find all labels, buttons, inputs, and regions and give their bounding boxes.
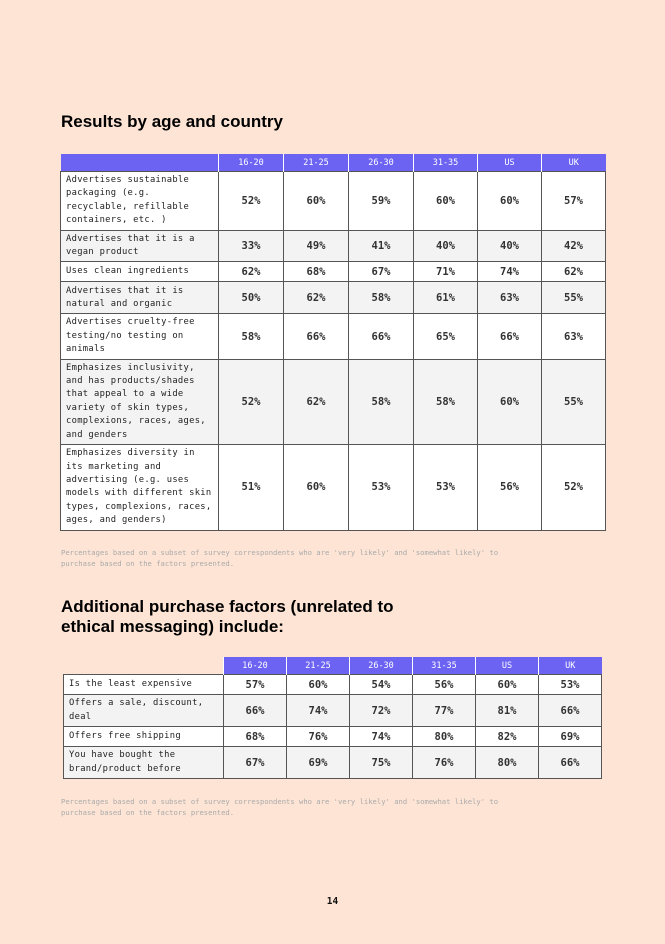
table-cell: 67%	[349, 262, 414, 282]
table-cell: 76%	[287, 727, 350, 747]
table-cell: 57%	[224, 675, 287, 695]
table-cell: 62%	[284, 282, 349, 314]
table-row	[64, 747, 602, 779]
row-label: Advertises sustainable packaging (e.g. recyclable, refillable containers, etc. )	[61, 172, 219, 231]
table-row	[61, 359, 606, 444]
table-cell: 68%	[284, 262, 349, 282]
table-cell: 59%	[349, 172, 414, 231]
column-header: 21-25	[287, 657, 350, 675]
table-cell: 33%	[219, 230, 284, 262]
table-cell: 40%	[478, 230, 542, 262]
column-header: US	[478, 154, 542, 172]
table-row	[64, 727, 602, 747]
table-cell: 81%	[476, 695, 539, 727]
table-cell: 67%	[224, 747, 287, 779]
column-header: 31-35	[414, 154, 478, 172]
column-header: 16-20	[224, 657, 287, 675]
table-cell: 60%	[478, 359, 542, 444]
table-cell: 80%	[476, 747, 539, 779]
table-cell: 60%	[284, 445, 349, 530]
table-cell: 60%	[414, 172, 478, 231]
table-cell: 65%	[414, 314, 478, 359]
section-title-results: Results by age and country	[61, 112, 283, 131]
table-row	[61, 262, 606, 282]
table-cell: 72%	[350, 695, 413, 727]
table-cell: 58%	[414, 359, 478, 444]
table-row	[61, 282, 606, 314]
column-header: US	[476, 657, 539, 675]
table-cell: 60%	[284, 172, 349, 231]
column-header: 16-20	[219, 154, 284, 172]
header-corner	[61, 154, 219, 172]
table-cell: 68%	[224, 727, 287, 747]
row-label: Emphasizes diversity in its marketing and advertising (e.g. uses models with different skin types, complexions, races, ages, and genders)	[61, 445, 219, 530]
table-cell: 49%	[284, 230, 349, 262]
table-cell: 53%	[349, 445, 414, 530]
row-label: Advertises that it is natural and organic	[61, 282, 219, 314]
table-cell: 58%	[349, 359, 414, 444]
table-cell: 75%	[350, 747, 413, 779]
table-cell: 74%	[350, 727, 413, 747]
section-title-additional-factors: Additional purchase factors (unrelated to ethical messaging) include:	[61, 597, 394, 636]
table-cell: 66%	[539, 747, 602, 779]
table-cell: 69%	[287, 747, 350, 779]
table-header-row	[64, 657, 602, 675]
row-label: Emphasizes inclusivity, and has products/shades that appeal to a wide variety of skin types, complexions, races, ages, and genders	[61, 359, 219, 444]
table-cell: 71%	[414, 262, 478, 282]
column-header: UK	[539, 657, 602, 675]
table-cell: 60%	[287, 675, 350, 695]
column-header: UK	[542, 154, 606, 172]
table-cell: 57%	[542, 172, 606, 231]
table-cell: 76%	[413, 747, 476, 779]
footnote: Percentages based on a subset of survey correspondents who are 'very likely' and 'somewhat likely' to purchase based on the factors presented.	[61, 797, 499, 817]
table-cell: 66%	[224, 695, 287, 727]
footnote: Percentages based on a subset of survey correspondents who are 'very likely' and 'somewhat likely' to purchase based on the factors presented.	[61, 548, 499, 568]
table-cell: 56%	[413, 675, 476, 695]
table-cell: 53%	[539, 675, 602, 695]
table-cell: 61%	[414, 282, 478, 314]
table-cell: 55%	[542, 282, 606, 314]
table-cell: 52%	[219, 359, 284, 444]
table-row	[64, 695, 602, 727]
table-cell: 42%	[542, 230, 606, 262]
table-cell: 53%	[414, 445, 478, 530]
row-label: You have bought the brand/product before	[64, 747, 224, 779]
table-cell: 55%	[542, 359, 606, 444]
table-cell: 58%	[219, 314, 284, 359]
table-cell: 74%	[478, 262, 542, 282]
table-cell: 40%	[414, 230, 478, 262]
table-cell: 41%	[349, 230, 414, 262]
table-cell: 51%	[219, 445, 284, 530]
table-cell: 80%	[413, 727, 476, 747]
table-cell: 60%	[476, 675, 539, 695]
header-corner	[64, 657, 224, 675]
table-cell: 74%	[287, 695, 350, 727]
table-cell: 69%	[539, 727, 602, 747]
column-header: 31-35	[413, 657, 476, 675]
table-cell: 60%	[478, 172, 542, 231]
table-cell: 58%	[349, 282, 414, 314]
results-table	[60, 154, 606, 531]
row-label: Is the least expensive	[64, 675, 224, 695]
column-header: 21-25	[284, 154, 349, 172]
table-cell: 66%	[478, 314, 542, 359]
table-header-row	[61, 154, 606, 172]
table-cell: 82%	[476, 727, 539, 747]
additional-factors-table	[63, 657, 602, 779]
row-label: Offers a sale, discount, deal	[64, 695, 224, 727]
row-label: Uses clean ingredients	[61, 262, 219, 282]
table-cell: 56%	[478, 445, 542, 530]
row-label: Advertises that it is a vegan product	[61, 230, 219, 262]
table-cell: 54%	[350, 675, 413, 695]
table-row	[61, 445, 606, 530]
table-cell: 77%	[413, 695, 476, 727]
page-number: 14	[326, 896, 339, 907]
table-cell: 63%	[542, 314, 606, 359]
table-cell: 63%	[478, 282, 542, 314]
row-label: Advertises cruelty-free testing/no testing on animals	[61, 314, 219, 359]
table-cell: 62%	[284, 359, 349, 444]
table-row	[61, 230, 606, 262]
table-cell: 66%	[284, 314, 349, 359]
table-cell: 50%	[219, 282, 284, 314]
table-cell: 52%	[219, 172, 284, 231]
table-row	[61, 172, 606, 231]
table-cell: 62%	[219, 262, 284, 282]
table-row	[64, 675, 602, 695]
table-row	[61, 314, 606, 359]
column-header: 26-30	[349, 154, 414, 172]
column-header: 26-30	[350, 657, 413, 675]
table-cell: 66%	[349, 314, 414, 359]
table-cell: 62%	[542, 262, 606, 282]
table-cell: 52%	[542, 445, 606, 530]
row-label: Offers free shipping	[64, 727, 224, 747]
table-cell: 66%	[539, 695, 602, 727]
